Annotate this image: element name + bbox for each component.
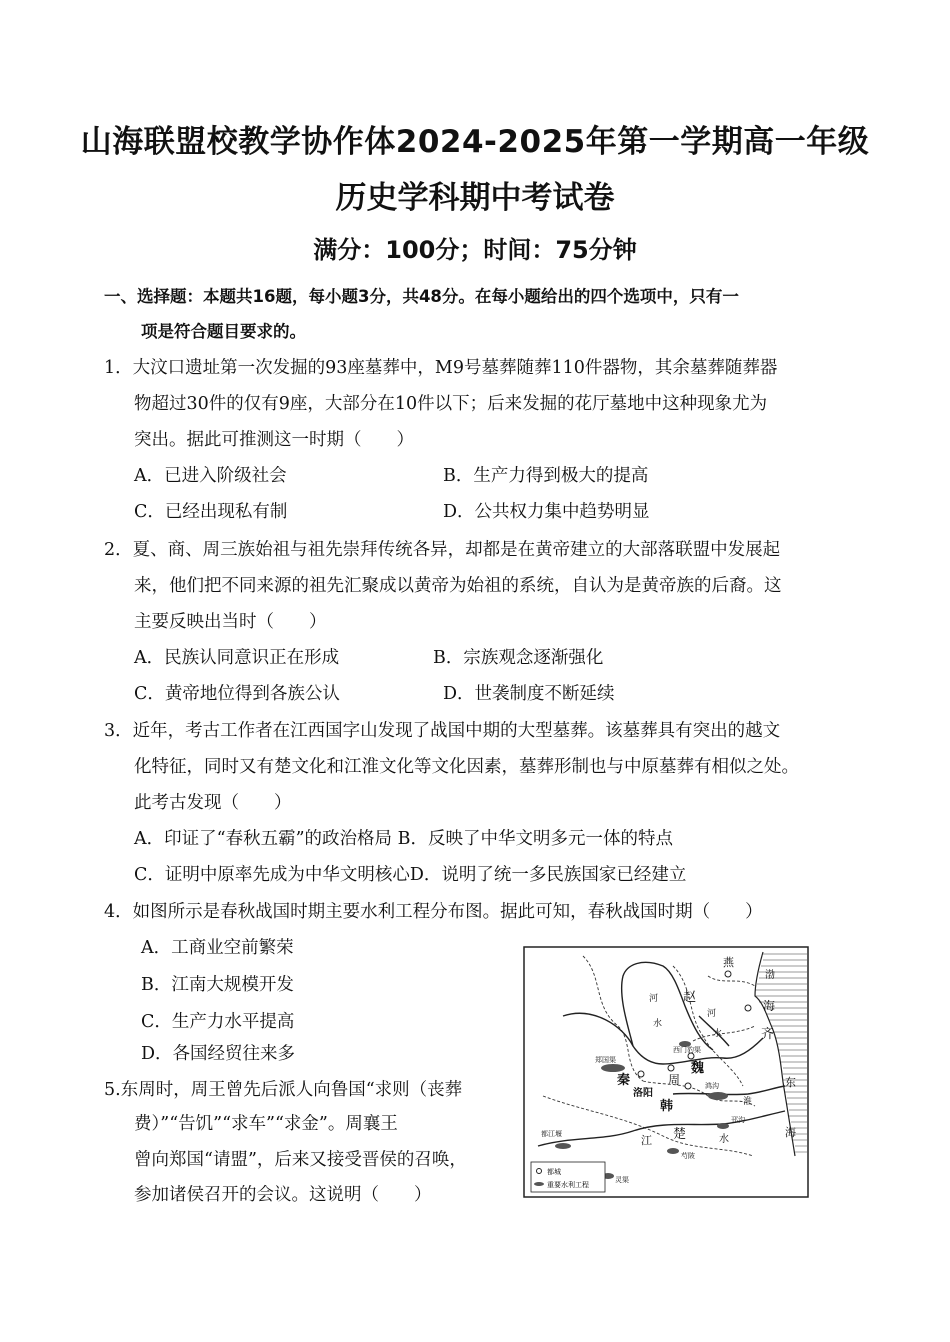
q2-option-c: C．黄帝地位得到各族公认 — [134, 684, 340, 704]
state-label: 秦 — [617, 1073, 631, 1088]
legend-capital: 都城 — [547, 1168, 561, 1176]
river-label: 河 — [649, 994, 659, 1004]
q3-options-ab: A．印证了“春秋五霸”的政治格局 B．反映了中华文明多元一体的特点 — [134, 829, 673, 849]
sea-label: 海 — [785, 1126, 796, 1139]
legend-project-icon — [534, 1182, 544, 1186]
state-label: 周 — [668, 1073, 681, 1087]
q3-stem: 化特征，同时又有楚文化和江淮文化等文化因素，墓葬形制也与中原墓葬有相似之处。 — [134, 757, 799, 777]
river-label: 江 — [641, 1134, 652, 1147]
q3-stem: 此考古发现（ ） — [134, 793, 292, 813]
q5-stem: 参加诸侯召开的会议。这说明（ ） — [134, 1185, 432, 1205]
q2-option-d: D．世袭制度不断延续 — [443, 684, 615, 704]
state-label: 齐 — [761, 1027, 775, 1042]
score-time: 满分：100分；时间：75分钟 — [313, 236, 637, 264]
q1-option-d: D．公共权力集中趋势明显 — [443, 502, 650, 522]
q4-option-d: D．各国经贸往来多 — [141, 1044, 296, 1064]
city-label: 洛阳 — [633, 1088, 653, 1099]
project-label: 芍陂 — [681, 1152, 695, 1160]
q5-stem: 费）”“告饥”“求车”“求金”。周襄王 — [134, 1114, 398, 1134]
q5-stem: 5.东周时，周王曾先后派人向鲁国“求则（丧葬 — [104, 1080, 463, 1100]
river-label: 河 — [707, 1009, 717, 1019]
q1-stem: 物超过30件的仅有9座，大部分在10件以下；后来发掘的花厅墓地中这种现象尤为 — [134, 394, 768, 414]
river-label: 淮 — [743, 1097, 753, 1107]
section-heading-cont: 项是符合题目要求的。 — [141, 322, 306, 341]
sea-label: 渤 — [765, 970, 775, 981]
sea-label: 东 — [785, 1076, 796, 1089]
sea-label: 海 — [763, 999, 776, 1013]
q5-stem: 曾向郑国“请盟”，后来又接受晋侯的召唤， — [134, 1150, 467, 1170]
map-legend — [531, 1162, 605, 1192]
q2-option-b: B．宗族观念逐渐强化 — [433, 648, 604, 668]
state-label: 魏 — [691, 1061, 705, 1076]
legend-project: 重要水利工程 — [547, 1181, 589, 1189]
project-label: 西门豹渠 — [673, 1046, 701, 1054]
project-label: 都江堰 — [541, 1130, 562, 1138]
q1-stem: 1．大汶口遗址第一次发掘的93座墓葬中，M9号墓葬随葬110件器物，其余墓葬随葬器 — [104, 358, 778, 378]
project-label: 灵渠 — [615, 1176, 629, 1184]
q4-stem: 4．如图所示是春秋战国时期主要水利工程分布图。据此可知，春秋战国时期（ ） — [104, 902, 763, 922]
q4-option-c: C．生产力水平提高 — [141, 1012, 295, 1032]
state-label: 赵 — [683, 990, 697, 1005]
q3-options-cd: C．证明中原率先成为中华文明核心D．说明了统一多民族国家已经建立 — [134, 865, 687, 885]
q3-stem: 3．近年，考古工作者在江西国字山发现了战国中期的大型墓葬。该墓葬具有突出的越文 — [104, 721, 781, 741]
project-label: 郑国渠 — [595, 1056, 616, 1064]
state-label: 楚 — [673, 1127, 687, 1142]
q2-option-a: A．民族认同意识正在形成 — [134, 648, 340, 668]
exam-title-line1: 山海联盟校教学协作体2024-2025年第一学期高一年级 — [80, 124, 870, 160]
q4-option-a: A．工商业空前繁荣 — [141, 938, 294, 958]
q1-option-b: B．生产力得到极大的提高 — [443, 466, 649, 486]
q4-option-b: B．江南大规模开发 — [141, 975, 294, 995]
project-label: 鸿沟 — [705, 1082, 719, 1090]
exam-title-line2: 历史学科期中考试卷 — [335, 180, 615, 216]
q2-stem: 2．夏、商、周三族始祖与祖先崇拜传统各异，却都是在黄帝建立的大部落联盟中发展起 — [104, 540, 781, 560]
q1-stem: 突出。据此可推测这一时期（ ） — [134, 430, 414, 450]
q2-stem: 主要反映出当时（ ） — [134, 612, 327, 632]
q1-option-a: A．已进入阶级社会 — [134, 466, 287, 486]
river-label: 水 — [653, 1019, 663, 1029]
legend-capital-icon — [537, 1169, 542, 1174]
section-heading: 一、选择题：本题共16题，每小题3分，共48分。在每小题给出的四个选项中，只有一 — [104, 287, 739, 306]
water-projects-map — [523, 946, 809, 1198]
river-label: 水 — [713, 1029, 723, 1039]
project-label: 邗沟 — [731, 1116, 745, 1124]
state-label: 燕 — [723, 956, 734, 969]
q2-stem: 来，他们把不同来源的祖先汇聚成以黄帝为始祖的系统，自认为是黄帝族的后裔。这 — [134, 576, 782, 596]
river-label: 水 — [719, 1134, 729, 1145]
state-label: 韩 — [660, 1099, 674, 1114]
q1-option-c: C．已经出现私有制 — [134, 502, 288, 522]
